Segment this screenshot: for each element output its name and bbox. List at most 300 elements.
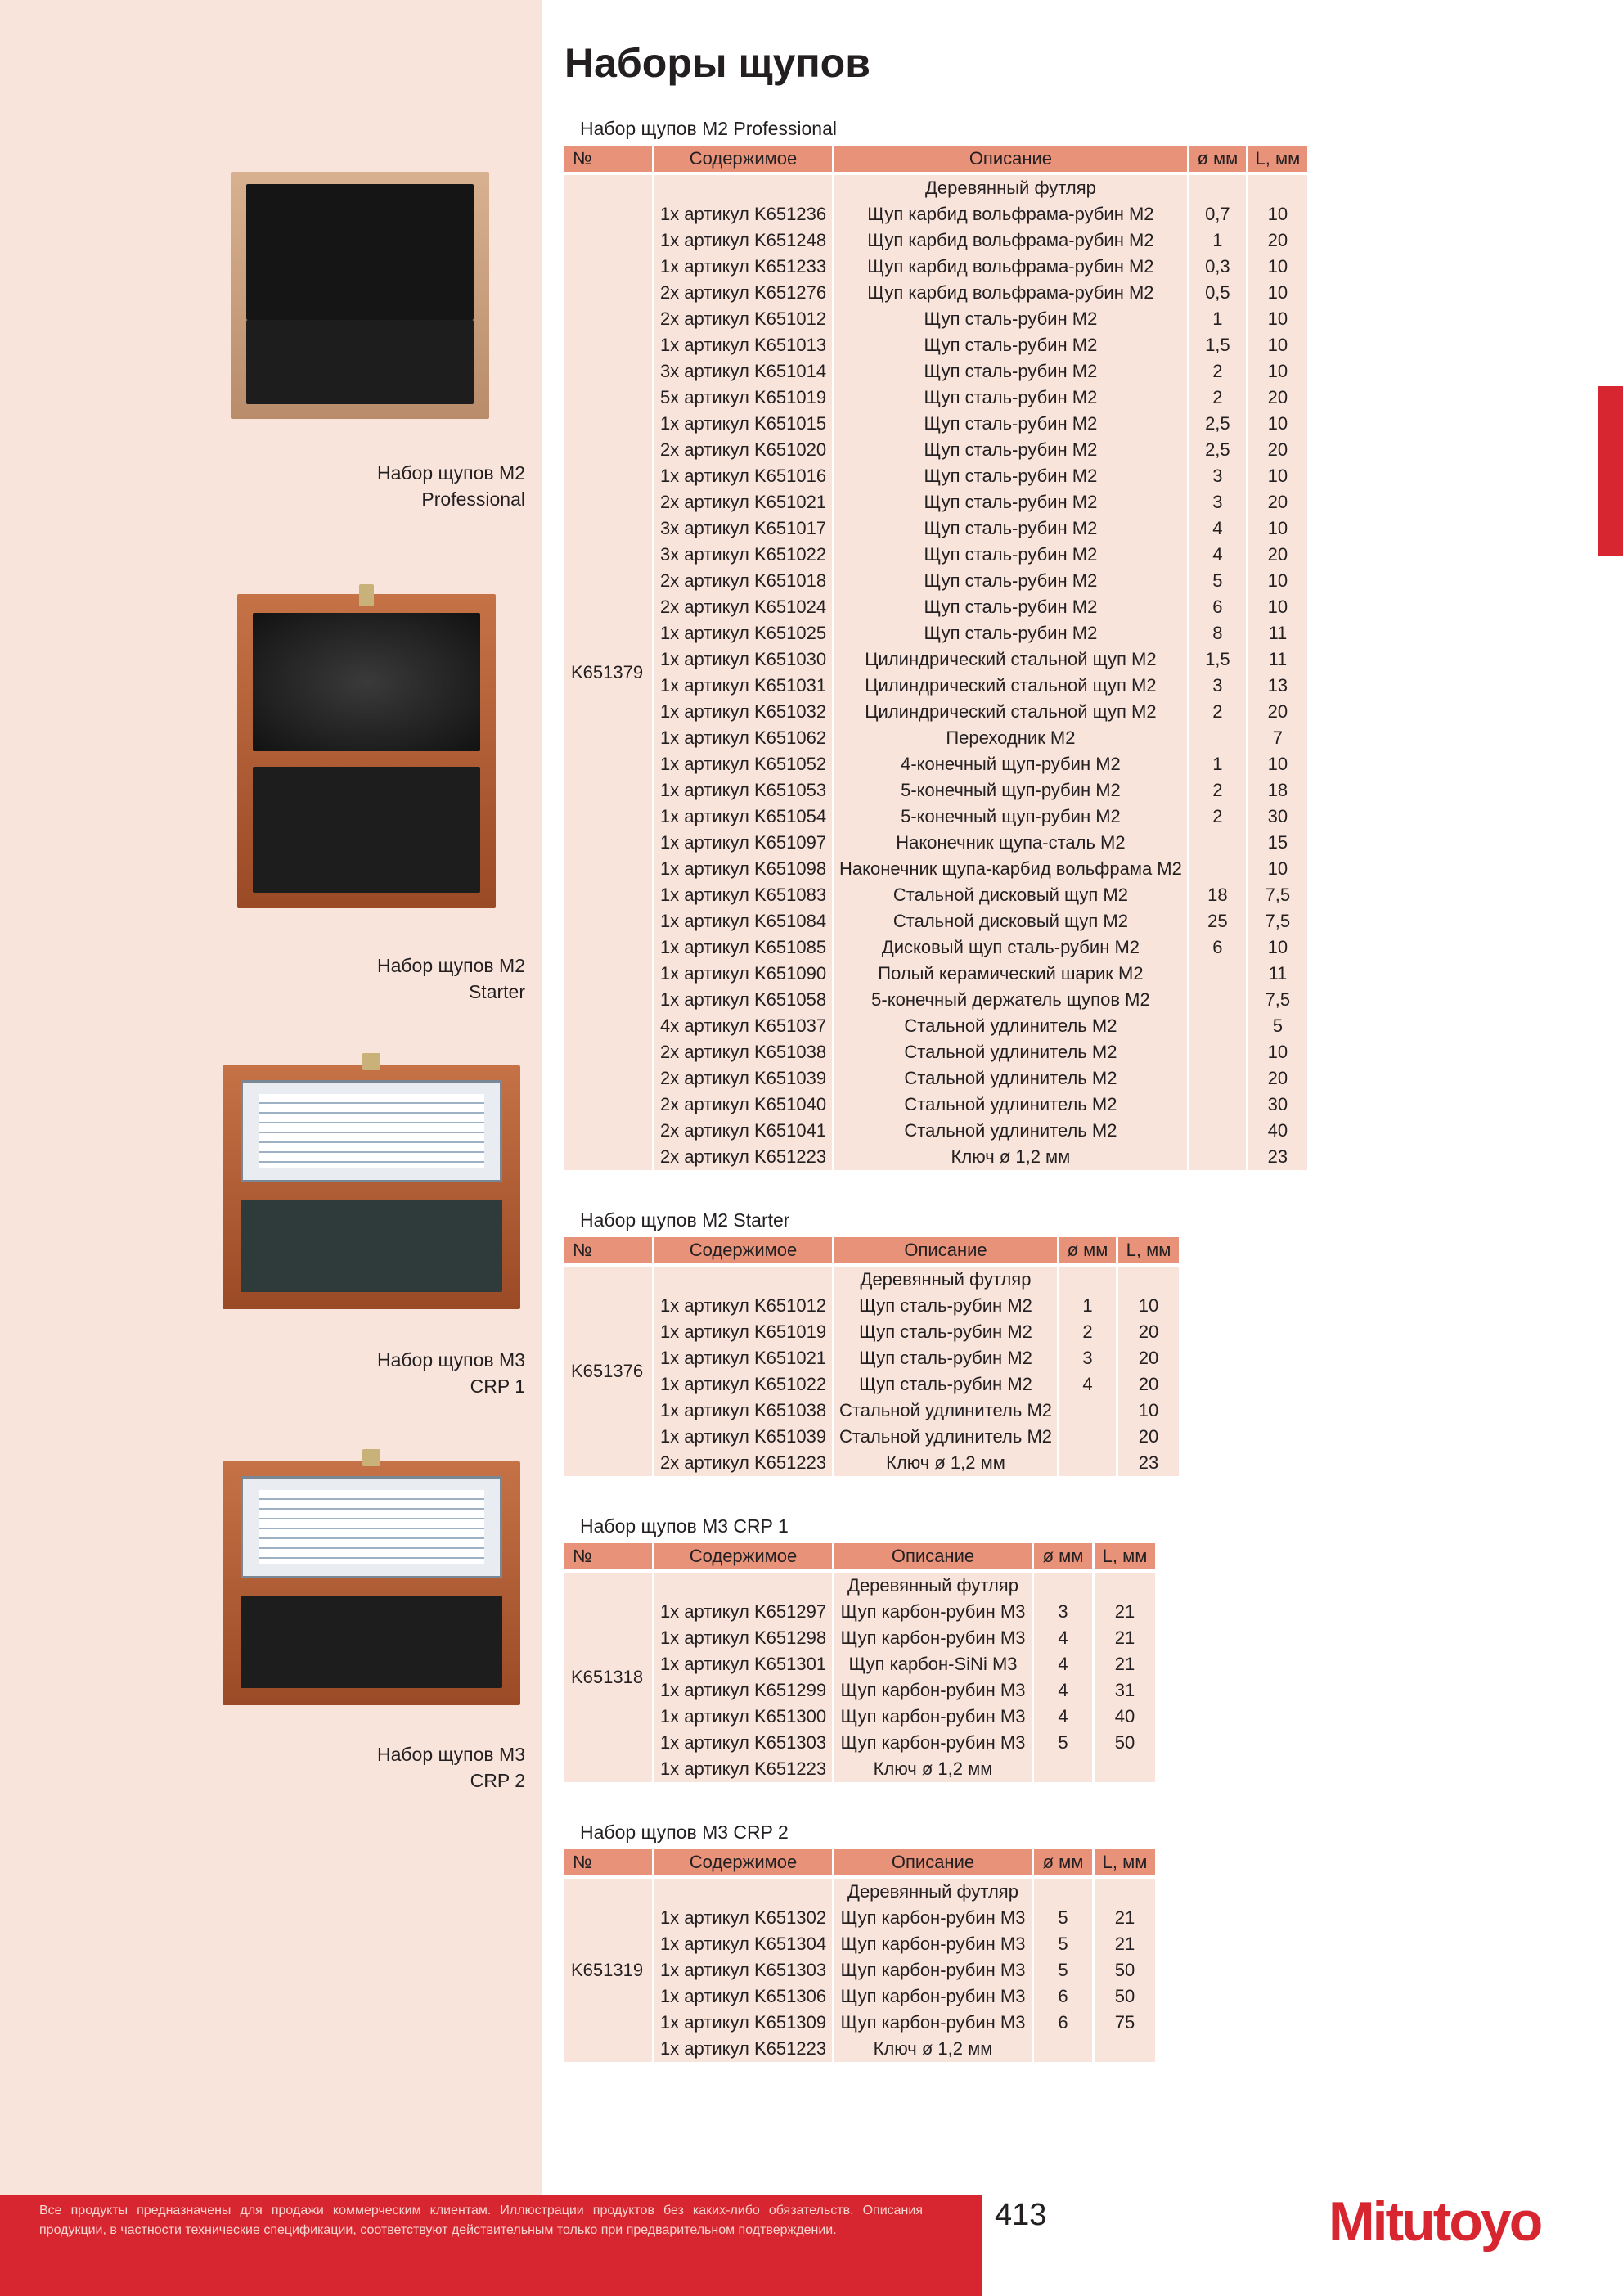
- table-cell: 30: [1248, 804, 1307, 830]
- table-cell: 1x артикул K651302: [654, 1905, 834, 1931]
- table-row: [564, 489, 1307, 515]
- table-cell: 2: [1189, 385, 1248, 411]
- table-row: [564, 254, 1307, 280]
- table-cell: Щуп сталь-рубин M2: [834, 1319, 1059, 1345]
- table-row: [564, 882, 1307, 908]
- table-cell: 1x артикул K651083: [654, 882, 834, 908]
- table-cell: [1189, 175, 1248, 201]
- table-cell: [1189, 961, 1248, 987]
- table-cell: 10: [1248, 934, 1307, 961]
- table-cell: Щуп карбон-рубин M3: [834, 2010, 1034, 2036]
- table-row: [564, 1013, 1307, 1039]
- column-header: L, мм: [1118, 1237, 1179, 1263]
- table-cell: 5: [1034, 1957, 1095, 1983]
- table-row: [564, 1267, 1179, 1293]
- table-cell: Щуп карбон-рубин M3: [834, 1730, 1034, 1756]
- table-cell: 8: [1189, 620, 1248, 646]
- table-cell: 25: [1189, 908, 1248, 934]
- table-row: [564, 332, 1307, 358]
- table-cell: Щуп карбон-рубин M3: [834, 1625, 1034, 1651]
- table-cell: 1x артикул K651019: [654, 1319, 834, 1345]
- table-cell: 2: [1189, 358, 1248, 385]
- column-header: №: [564, 146, 654, 172]
- table-cell: 50: [1095, 1957, 1155, 1983]
- table-cell: Щуп карбид вольфрама-рубин M2: [834, 201, 1189, 227]
- table-cell: [654, 1267, 834, 1293]
- table-cell: 4: [1034, 1625, 1095, 1651]
- table-cell: 1x артикул K651300: [654, 1704, 834, 1730]
- table-row: [564, 1092, 1307, 1118]
- table-cell: [1095, 1756, 1155, 1782]
- table-row: [564, 620, 1307, 646]
- table-cell: Щуп сталь-рубин M2: [834, 620, 1189, 646]
- column-header: Описание: [834, 1849, 1034, 1875]
- table-cell: Щуп сталь-рубин M2: [834, 306, 1189, 332]
- table-cell: Деревянный футляр: [834, 1267, 1059, 1293]
- table-cell: 2x артикул K651223: [654, 1144, 834, 1170]
- table-row: [564, 908, 1307, 934]
- table-row: [564, 227, 1307, 254]
- table-header-row: [564, 1237, 1179, 1263]
- table-cell: 7,5: [1248, 882, 1307, 908]
- table-cell: 10: [1248, 306, 1307, 332]
- table-cell: [1248, 175, 1307, 201]
- table-cell: 20: [1248, 437, 1307, 463]
- table-cell: Щуп сталь-рубин M2: [834, 489, 1189, 515]
- table-cell: Стальной удлинитель M2: [834, 1398, 1059, 1424]
- table-cell: Ключ ø 1,2 мм: [834, 1756, 1034, 1782]
- table-cell: [1189, 1144, 1248, 1170]
- table-cell: [1034, 1573, 1095, 1599]
- table-cell: Щуп карбон-рубин M3: [834, 1957, 1034, 1983]
- table-cell: Щуп сталь-рубин M2: [834, 437, 1189, 463]
- table-row: [564, 646, 1307, 673]
- table-cell: 15: [1248, 830, 1307, 856]
- table-cell: Щуп сталь-рубин M2: [834, 411, 1189, 437]
- table-cell: [1189, 1065, 1248, 1092]
- table-cell: 1x артикул K651306: [654, 1983, 834, 2010]
- table-cell: 1x артикул K651303: [654, 1730, 834, 1756]
- table-row: [564, 1319, 1179, 1345]
- table-cell: Щуп сталь-рубин M2: [834, 542, 1189, 568]
- column-header: ø мм: [1034, 1543, 1095, 1569]
- table-cell: 1x артикул K651236: [654, 201, 834, 227]
- table-cell: Деревянный футляр: [834, 175, 1189, 201]
- table-cell: 5-конечный щуп-рубин M2: [834, 777, 1189, 804]
- table-cell: Щуп сталь-рубин M2: [834, 1293, 1059, 1319]
- table-m2-starter: [564, 1237, 1179, 1476]
- table-row: [564, 1039, 1307, 1065]
- table-cell: 1x артикул K651223: [654, 1756, 834, 1782]
- table-row: [564, 385, 1307, 411]
- table-cell: Полый керамический шарик M2: [834, 961, 1189, 987]
- table-cell: 2x артикул K651223: [654, 1450, 834, 1476]
- table-cell: [1034, 1756, 1095, 1782]
- table-cell: [1095, 1879, 1155, 1905]
- table-row: [564, 175, 1307, 201]
- table-cell: 40: [1248, 1118, 1307, 1144]
- table-cell: 1: [1189, 751, 1248, 777]
- table-cell: 1x артикул K651303: [654, 1957, 834, 1983]
- table-cell: 1x артикул K651058: [654, 987, 834, 1013]
- table-cell: 3: [1034, 1599, 1095, 1625]
- table-cell: [1118, 1267, 1179, 1293]
- table-cell: 0,7: [1189, 201, 1248, 227]
- table-cell: Щуп карбид вольфрама-рубин M2: [834, 254, 1189, 280]
- table-cell: 7: [1248, 725, 1307, 751]
- column-header: №: [564, 1237, 654, 1263]
- table-row: [564, 594, 1307, 620]
- table-cell: 2x артикул K651041: [654, 1118, 834, 1144]
- table-cell: 4: [1059, 1371, 1118, 1398]
- table-title-m2-starter: Набор щупов M2 Starter: [580, 1209, 790, 1231]
- section-tab-marker: [1598, 386, 1623, 556]
- table-row: [564, 358, 1307, 385]
- table-cell: [1059, 1450, 1118, 1476]
- table-row: [564, 961, 1307, 987]
- table-cell: Щуп карбид вольфрама-рубин M2: [834, 280, 1189, 306]
- table-cell: 10: [1248, 254, 1307, 280]
- table-cell: 3: [1059, 1345, 1118, 1371]
- table-cell: 5-конечный щуп-рубин M2: [834, 804, 1189, 830]
- table-cell: 4: [1034, 1651, 1095, 1677]
- table-cell: Щуп сталь-рубин M2: [834, 1371, 1059, 1398]
- column-header: L, мм: [1095, 1543, 1155, 1569]
- table-cell: 23: [1118, 1450, 1179, 1476]
- column-header: ø мм: [1189, 146, 1248, 172]
- column-header: L, мм: [1248, 146, 1307, 172]
- table-cell: 5: [1248, 1013, 1307, 1039]
- table-cell: 1x артикул K651054: [654, 804, 834, 830]
- table-cell: 6: [1189, 934, 1248, 961]
- table-cell: 1x артикул K651298: [654, 1625, 834, 1651]
- table-m3-crp1: [564, 1543, 1155, 1782]
- table-cell: Щуп сталь-рубин M2: [834, 1345, 1059, 1371]
- table-cell: 20: [1248, 542, 1307, 568]
- table-row: [564, 725, 1307, 751]
- table-cell: 10: [1118, 1398, 1179, 1424]
- table-cell: [1189, 1039, 1248, 1065]
- table-row: [564, 1398, 1179, 1424]
- table-cell: 11: [1248, 620, 1307, 646]
- table-cell: 20: [1248, 385, 1307, 411]
- table-cell: 4: [1189, 515, 1248, 542]
- table-cell: 21: [1095, 1905, 1155, 1931]
- table-cell: 21: [1095, 1931, 1155, 1957]
- page-title: Наборы щупов: [564, 40, 870, 86]
- table-cell: Щуп сталь-рубин M2: [834, 594, 1189, 620]
- caption-m3-crp2: Набор щупов M3 CRP 2: [376, 1744, 525, 1791]
- kit-number: K651319: [564, 1879, 654, 2062]
- table-row: [564, 1118, 1307, 1144]
- table-cell: [1189, 1013, 1248, 1039]
- table-cell: 4: [1034, 1704, 1095, 1730]
- table-cell: 10: [1248, 201, 1307, 227]
- product-image-m3-crp2: [223, 1461, 520, 1705]
- table-row: [564, 1345, 1179, 1371]
- table-row: [564, 411, 1307, 437]
- table-cell: 30: [1248, 1092, 1307, 1118]
- table-row: [564, 463, 1307, 489]
- table-cell: 10: [1248, 515, 1307, 542]
- table-cell: 20: [1118, 1319, 1179, 1345]
- table-cell: 21: [1095, 1599, 1155, 1625]
- table-cell: 0,3: [1189, 254, 1248, 280]
- table-row: [564, 934, 1307, 961]
- table-cell: 11: [1248, 646, 1307, 673]
- table-cell: Цилиндрический стальной щуп M2: [834, 646, 1189, 673]
- table-cell: 50: [1095, 1983, 1155, 2010]
- table-title-m3-crp1: Набор щупов M3 CRP 1: [580, 1515, 789, 1537]
- table-cell: 10: [1248, 1039, 1307, 1065]
- column-header: Содержимое: [654, 1237, 834, 1263]
- table-cell: [1059, 1424, 1118, 1450]
- table-row: [564, 673, 1307, 699]
- table-cell: 5: [1034, 1730, 1095, 1756]
- table-cell: Стальной дисковый щуп M2: [834, 908, 1189, 934]
- table-cell: 10: [1248, 856, 1307, 882]
- table-m2-professional: [564, 146, 1307, 1170]
- table-cell: 3x артикул K651014: [654, 358, 834, 385]
- brand-logo: Mitutoyo: [1329, 2190, 1541, 2253]
- table-cell: 18: [1248, 777, 1307, 804]
- table-row: [564, 1450, 1179, 1476]
- table-cell: 1,5: [1189, 332, 1248, 358]
- table-header-row: [564, 1849, 1155, 1875]
- table-cell: [1189, 830, 1248, 856]
- table-cell: 20: [1248, 1065, 1307, 1092]
- table-cell: 21: [1095, 1625, 1155, 1651]
- column-header: ø мм: [1059, 1237, 1118, 1263]
- table-cell: Щуп сталь-рубин M2: [834, 463, 1189, 489]
- table-cell: 2x артикул K651021: [654, 489, 834, 515]
- table-cell: Щуп сталь-рубин M2: [834, 332, 1189, 358]
- table-cell: 2x артикул K651039: [654, 1065, 834, 1092]
- table-cell: 1x артикул K651233: [654, 254, 834, 280]
- table-cell: Цилиндрический стальной щуп M2: [834, 699, 1189, 725]
- table-cell: Щуп карбон-рубин M3: [834, 1983, 1034, 2010]
- table-cell: 1x артикул K651299: [654, 1677, 834, 1704]
- table-cell: Ключ ø 1,2 мм: [834, 1144, 1189, 1170]
- table-cell: Ключ ø 1,2 мм: [834, 1450, 1059, 1476]
- table-cell: [1034, 1879, 1095, 1905]
- table-cell: 5: [1034, 1905, 1095, 1931]
- table-cell: Наконечник щупа-сталь M2: [834, 830, 1189, 856]
- product-image-m2-professional: [231, 172, 489, 419]
- table-cell: 7,5: [1248, 908, 1307, 934]
- column-header: Содержимое: [654, 146, 834, 172]
- table-cell: Щуп карбон-SiNi M3: [834, 1651, 1034, 1677]
- table-cell: 20: [1248, 489, 1307, 515]
- table-cell: 1x артикул K651097: [654, 830, 834, 856]
- table-cell: Стальной удлинитель M2: [834, 1039, 1189, 1065]
- table-cell: Цилиндрический стальной щуп M2: [834, 673, 1189, 699]
- table-row: [564, 1573, 1155, 1599]
- table-cell: 1x артикул K651084: [654, 908, 834, 934]
- table-title-m2-professional: Набор щупов M2 Professional: [580, 118, 837, 139]
- table-cell: 20: [1248, 699, 1307, 725]
- column-header: L, мм: [1095, 1849, 1155, 1875]
- table-cell: 1x артикул K651304: [654, 1931, 834, 1957]
- table-cell: [1189, 1118, 1248, 1144]
- table-cell: 1: [1189, 306, 1248, 332]
- table-cell: 2x артикул K651012: [654, 306, 834, 332]
- table-row: [564, 856, 1307, 882]
- table-cell: 1x артикул K651022: [654, 1371, 834, 1398]
- table-cell: 1x артикул K651309: [654, 2010, 834, 2036]
- table-row: [564, 1065, 1307, 1092]
- table-cell: Деревянный футляр: [834, 1573, 1034, 1599]
- table-cell: 1x артикул K651038: [654, 1398, 834, 1424]
- table-cell: 7,5: [1248, 987, 1307, 1013]
- table-cell: 2: [1189, 699, 1248, 725]
- table-cell: 1x артикул K651062: [654, 725, 834, 751]
- table-cell: 1x артикул K651297: [654, 1599, 834, 1625]
- table-row: [564, 1144, 1307, 1170]
- table-cell: Щуп карбон-рубин M3: [834, 1599, 1034, 1625]
- table-cell: 1x артикул K651013: [654, 332, 834, 358]
- table-cell: 1x артикул K651015: [654, 411, 834, 437]
- table-cell: Стальной удлинитель M2: [834, 1424, 1059, 1450]
- table-cell: Стальной удлинитель M2: [834, 1118, 1189, 1144]
- table-row: [564, 1879, 1155, 1905]
- table-cell: Щуп карбон-рубин M3: [834, 1905, 1034, 1931]
- caption-m2-starter: Набор щупов M2 Starter: [376, 955, 525, 1002]
- table-cell: Наконечник щупа-карбид вольфрама M2: [834, 856, 1189, 882]
- table-cell: 1x артикул K651021: [654, 1345, 834, 1371]
- table-cell: 3x артикул K651017: [654, 515, 834, 542]
- table-cell: 5x артикул K651019: [654, 385, 834, 411]
- table-cell: [1189, 725, 1248, 751]
- table-cell: 2x артикул K651024: [654, 594, 834, 620]
- table-cell: 10: [1248, 411, 1307, 437]
- table-cell: Щуп сталь-рубин M2: [834, 568, 1189, 594]
- table-cell: [1189, 856, 1248, 882]
- table-cell: 1x артикул K651032: [654, 699, 834, 725]
- table-cell: 1x артикул K651012: [654, 1293, 834, 1319]
- table-cell: Щуп сталь-рубин M2: [834, 385, 1189, 411]
- table-cell: [654, 175, 834, 201]
- table-cell: 5: [1189, 568, 1248, 594]
- table-cell: 1x артикул K651025: [654, 620, 834, 646]
- table-cell: Щуп карбид вольфрама-рубин M2: [834, 227, 1189, 254]
- table-cell: 1x артикул K651248: [654, 227, 834, 254]
- table-row: [564, 306, 1307, 332]
- table-cell: 0,5: [1189, 280, 1248, 306]
- kit-number: K651318: [564, 1573, 654, 1782]
- table-cell: 10: [1118, 1293, 1179, 1319]
- table-cell: 20: [1248, 227, 1307, 254]
- caption-m2-professional: Набор щупов M2 Professional: [376, 462, 525, 510]
- table-row: [564, 830, 1307, 856]
- kit-number: K651379: [564, 175, 654, 1170]
- table-cell: 1x артикул K651053: [654, 777, 834, 804]
- table-cell: 1x артикул K651223: [654, 2036, 834, 2062]
- table-cell: 75: [1095, 2010, 1155, 2036]
- table-cell: 6: [1034, 2010, 1095, 2036]
- column-header: Содержимое: [654, 1543, 834, 1569]
- table-row: [564, 568, 1307, 594]
- table-cell: 1x артикул K651085: [654, 934, 834, 961]
- table-cell: 1: [1189, 227, 1248, 254]
- table-cell: 1x артикул K651301: [654, 1651, 834, 1677]
- table-row: [564, 437, 1307, 463]
- table-row: [564, 777, 1307, 804]
- table-cell: 6: [1189, 594, 1248, 620]
- table-cell: [1059, 1267, 1118, 1293]
- table-cell: 4-конечный щуп-рубин M2: [834, 751, 1189, 777]
- footer-disclaimer: Все продукты предназначены для продажи коммерческим клиентам. Иллюстрации продуктов без каких-либо обязательств. Описания продукции, в частности технические спецификации, соответствуют действительным только при предварительном подтверждении.: [39, 2204, 923, 2237]
- table-cell: 2: [1189, 777, 1248, 804]
- column-header: Содержимое: [654, 1849, 834, 1875]
- table-cell: [1034, 2036, 1095, 2062]
- table-m3-crp2: [564, 1849, 1155, 2062]
- table-cell: 1x артикул K651030: [654, 646, 834, 673]
- table-cell: 1x артикул K651039: [654, 1424, 834, 1450]
- table-cell: [1189, 987, 1248, 1013]
- table-cell: 23: [1248, 1144, 1307, 1170]
- table-cell: 40: [1095, 1704, 1155, 1730]
- table-row: [564, 987, 1307, 1013]
- kit-number: K651376: [564, 1267, 654, 1476]
- table-cell: 3: [1189, 489, 1248, 515]
- table-cell: Стальной удлинитель M2: [834, 1013, 1189, 1039]
- table-cell: 1x артикул K651031: [654, 673, 834, 699]
- table-cell: 4: [1189, 542, 1248, 568]
- table-cell: Ключ ø 1,2 мм: [834, 2036, 1034, 2062]
- table-cell: 2x артикул K651040: [654, 1092, 834, 1118]
- table-cell: 6: [1034, 1983, 1095, 2010]
- page-number: 413: [995, 2198, 1047, 2232]
- table-cell: 10: [1248, 280, 1307, 306]
- table-cell: 5: [1034, 1931, 1095, 1957]
- table-cell: 1: [1059, 1293, 1118, 1319]
- table-cell: Стальной удлинитель M2: [834, 1065, 1189, 1092]
- table-cell: 18: [1189, 882, 1248, 908]
- column-header: ø мм: [1034, 1849, 1095, 1875]
- table-cell: 10: [1248, 751, 1307, 777]
- table-cell: Деревянный футляр: [834, 1879, 1034, 1905]
- table-row: [564, 751, 1307, 777]
- table-cell: [1095, 2036, 1155, 2062]
- table-cell: 20: [1118, 1345, 1179, 1371]
- table-cell: Стальной дисковый щуп M2: [834, 882, 1189, 908]
- table-cell: [654, 1573, 834, 1599]
- column-header: Описание: [834, 1237, 1059, 1263]
- table-cell: 2: [1059, 1319, 1118, 1345]
- table-cell: Дисковый щуп сталь-рубин M2: [834, 934, 1189, 961]
- table-cell: 1x артикул K651052: [654, 751, 834, 777]
- table-cell: 2: [1189, 804, 1248, 830]
- table-cell: 4x артикул K651037: [654, 1013, 834, 1039]
- table-cell: 10: [1248, 358, 1307, 385]
- table-cell: 11: [1248, 961, 1307, 987]
- table-cell: [1189, 1092, 1248, 1118]
- column-header: №: [564, 1849, 654, 1875]
- table-cell: 10: [1248, 594, 1307, 620]
- table-cell: 3: [1189, 673, 1248, 699]
- table-cell: Щуп сталь-рубин M2: [834, 515, 1189, 542]
- table-cell: 10: [1248, 568, 1307, 594]
- table-cell: Щуп карбон-рубин M3: [834, 1931, 1034, 1957]
- table-row: [564, 699, 1307, 725]
- table-cell: 1x артикул K651090: [654, 961, 834, 987]
- table-cell: [1059, 1398, 1118, 1424]
- table-cell: 2x артикул K651020: [654, 437, 834, 463]
- table-cell: 20: [1118, 1371, 1179, 1398]
- table-cell: 3x артикул K651022: [654, 542, 834, 568]
- table-cell: 5-конечный держатель щупов M2: [834, 987, 1189, 1013]
